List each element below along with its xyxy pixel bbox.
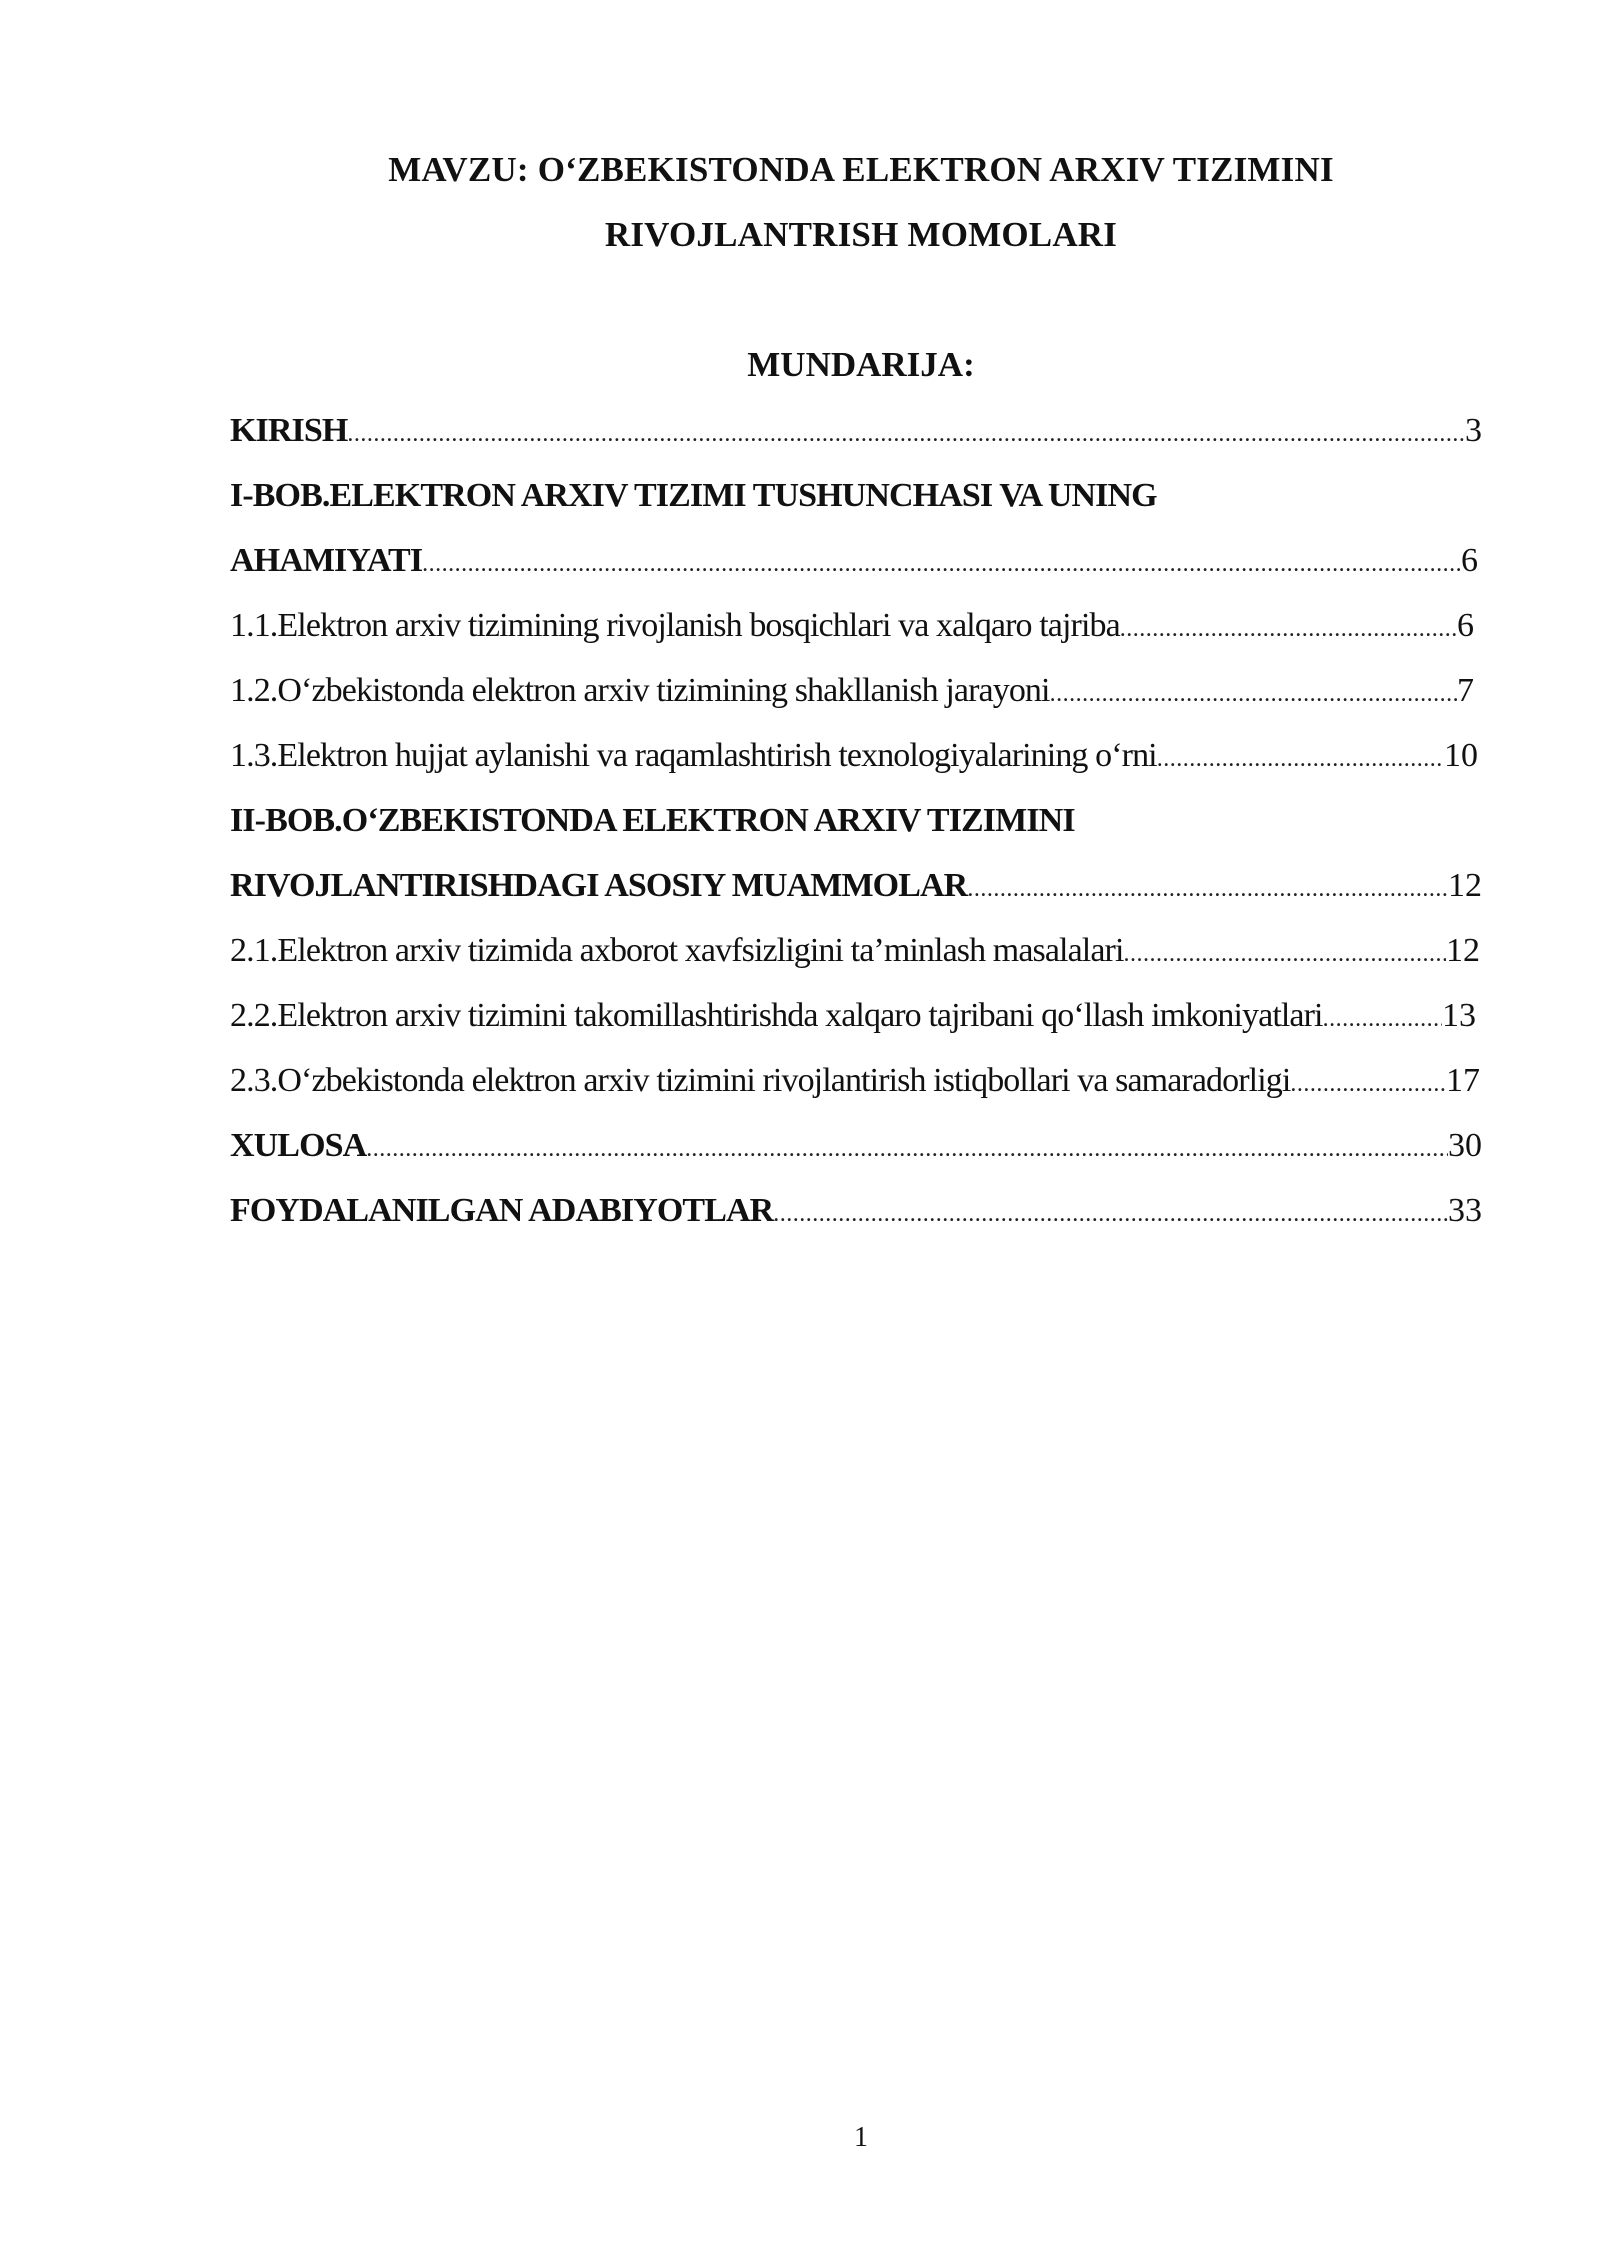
toc-entry-text: 1.3.Elektron hujjat aylanishi va raqamlashtirish texnologiyalarining o‘rni	[230, 737, 1157, 774]
toc-leader-dots	[1290, 1071, 1446, 1098]
toc-entry-2-1	[230, 932, 1480, 982]
toc-page-number: 10	[1444, 737, 1478, 774]
toc-leader-dots	[1124, 941, 1447, 968]
toc-leader-dots	[967, 876, 1448, 903]
toc-page-number: 7	[1457, 672, 1474, 709]
toc-heading: MUNDARIJA:	[747, 345, 975, 384]
toc-entry-chapter-2	[230, 867, 1482, 917]
toc-entry-1-3	[230, 737, 1478, 787]
toc-page-number: 33	[1448, 1192, 1482, 1229]
toc-entry-text: AHAMIYATI	[230, 542, 423, 579]
toc-leader-dots	[773, 1201, 1448, 1228]
toc-entry-text: KIRISH	[230, 412, 348, 449]
toc-entry-text: FOYDALANILGAN ADABIYOTLAR	[230, 1192, 774, 1229]
toc-entry-xulosa	[230, 1127, 1482, 1177]
toc-leader-dots	[1323, 1006, 1442, 1033]
toc-page-number: 3	[1465, 412, 1482, 449]
toc-entry-text: RIVOJLANTIRISHDAGI ASOSIY MUAMMOLAR	[230, 867, 968, 904]
toc-entry-chapter-1	[230, 542, 1478, 592]
toc-entry-1-2	[230, 672, 1474, 722]
toc-entry-1-1	[230, 607, 1474, 657]
toc-leader-dots	[366, 1136, 1448, 1163]
toc-page-number: 13	[1442, 997, 1476, 1034]
toc-entry-text: 2.3.O‘zbekistonda elektron arxiv tizimini rivojlantirish istiqbollari va samaradorligi	[230, 1062, 1291, 1099]
toc-leader-dots	[1050, 681, 1457, 708]
toc-entry-text: 1.2.O‘zbekistonda elektron arxiv tizimining shakllanish jarayoni	[230, 672, 1050, 709]
toc-chapter-1-line-1: I-BOB.ELEKTRON ARXIV TIZIMI TUSHUNCHASI VA UNING	[230, 477, 1157, 514]
toc-entry-kirish	[230, 412, 1482, 462]
toc-entry-text: XULOSA	[230, 1127, 367, 1164]
toc-entry-adabiyotlar	[230, 1192, 1482, 1242]
toc-leader-dots	[1157, 746, 1444, 773]
document-title-line-1: MAVZU: O‘ZBEKISTONDA ELEKTRON ARXIV TIZIMINI	[388, 150, 1334, 189]
document-title-line-2: RIVOJLANTRISH MOMOLARI	[604, 215, 1118, 254]
toc-entry-text: 1.1.Elektron arxiv tizimining rivojlanish bosqichlari va xalqaro tajriba	[230, 607, 1120, 644]
toc-page-number: 12	[1446, 932, 1480, 969]
toc-leader-dots	[422, 551, 1461, 578]
toc-entry-text: 2.1.Elektron arxiv tizimida axborot xavfsizligini ta’minlash masalalari	[230, 932, 1124, 969]
toc-page-number: 6	[1457, 607, 1474, 644]
toc-chapter-2-line-1: II-BOB.O‘ZBEKISTONDA ELEKTRON ARXIV TIZIMINI	[230, 802, 1075, 839]
toc-page-number: 17	[1446, 1062, 1480, 1099]
toc-page-number: 12	[1448, 867, 1482, 904]
toc-entry-text: 2.2.Elektron arxiv tizimini takomillashtirishda xalqaro tajribani qo‘llash imkoniyatlari	[230, 997, 1323, 1034]
toc-page-number: 30	[1448, 1127, 1482, 1164]
toc-entry-2-2	[230, 997, 1476, 1047]
toc-page-number: 6	[1461, 542, 1478, 579]
page-number: 1	[854, 2122, 868, 2153]
toc-leader-dots	[1120, 616, 1457, 643]
toc-entry-2-3	[230, 1062, 1480, 1112]
toc-leader-dots	[347, 421, 1465, 448]
